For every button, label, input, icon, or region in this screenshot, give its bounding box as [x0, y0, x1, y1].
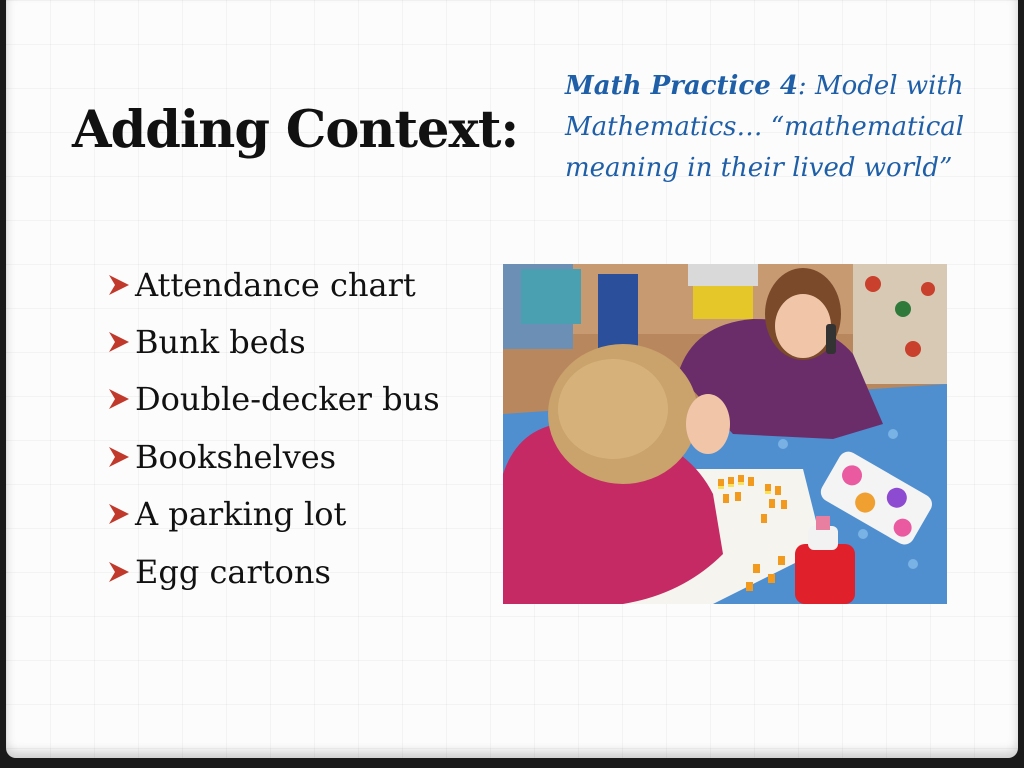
bullet-arrow-icon — [106, 444, 132, 470]
bullet-item — [106, 371, 440, 428]
bullet-arrow-icon — [106, 329, 132, 355]
slide-title: Adding Context: — [72, 100, 519, 160]
bullet-item — [106, 256, 440, 313]
classroom-photo — [503, 264, 947, 604]
bullet-arrow-icon — [106, 559, 132, 585]
bullet-text: A parking lot — [135, 495, 347, 534]
callout-label: Math Practice 4 — [565, 71, 798, 101]
bullet-item — [106, 486, 440, 543]
bullet-text: Bookshelves — [135, 437, 337, 476]
callout-text: : Model with Mathematics… “mathematical meaning in their lived world” — [565, 71, 965, 183]
bullet-item — [106, 313, 440, 370]
bullet-text: Double-decker bus — [135, 380, 440, 419]
bullet-arrow-icon — [106, 272, 132, 298]
bullet-text: Bunk beds — [135, 323, 306, 362]
math-practice-callout — [565, 66, 965, 189]
classroom-photo-illustration — [503, 264, 947, 604]
bullet-arrow-icon — [106, 386, 132, 412]
bullet-text: Attendance chart — [135, 265, 416, 304]
bullet-item — [106, 543, 440, 600]
context-bullet-list — [106, 256, 440, 600]
bullet-arrow-icon — [106, 501, 132, 527]
bullet-item — [106, 428, 440, 485]
bullet-text: Egg cartons — [135, 552, 331, 591]
slide — [6, 0, 1018, 758]
